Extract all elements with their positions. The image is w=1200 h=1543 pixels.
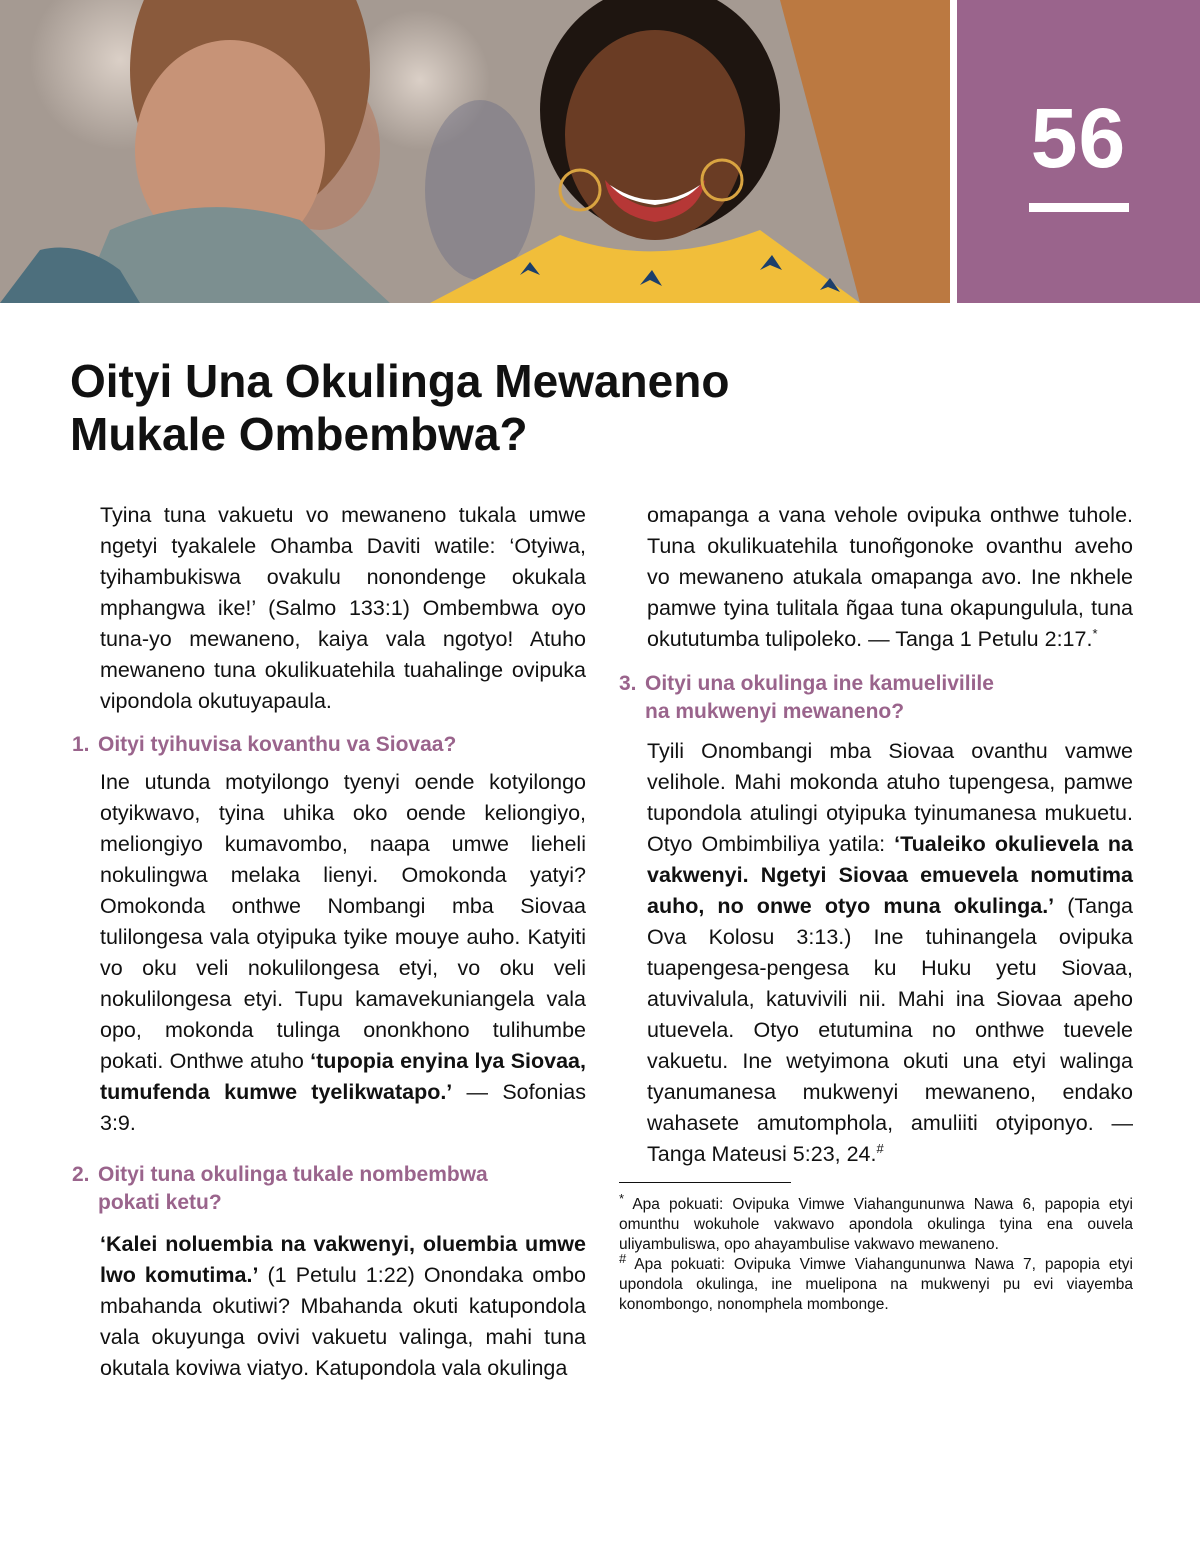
hero-photo — [0, 0, 950, 303]
smiling-woman-photo-icon — [0, 0, 950, 303]
section-2-quote: ‘Kalei noluembia na vakwenyi, oluembia umwe lwo komutima.’ — [100, 1232, 586, 1287]
section-1-quote: ‘tupopia enyina lya Siovaa, tumufenda kumwe tyelikwatapo.’ — [100, 1049, 586, 1104]
footnote-1 — [619, 1190, 1133, 1255]
footnote-2-mark: # — [619, 1250, 627, 1266]
section-3-paragraph — [619, 736, 1133, 1170]
footnote-ref-hash[interactable]: # — [876, 1140, 884, 1156]
question-2-number: 2. — [72, 1163, 90, 1186]
intro-paragraph: Tyina tuna vakuetu vo mewaneno tukala umwe ngetyi tyakalele Ohamba Daviti watile: ‘Otyiwa, tyihambukiswa ovakulu nonondenge okukala mphangwa ike!’ (Salmo 133:1) Ombembwa oyo tuna-yo mewaneno, kaiya vala ngotyo! Atuho mewaneno tuna okulikuatehila tuahalinge ovipuka vipondola okutuyapaula. — [100, 503, 586, 713]
section-1-text-b: — Sofonias 3:9. — [100, 1080, 586, 1135]
question-2-line-1: Oityi tuna okulinga tukale nombembwa — [98, 1163, 488, 1186]
chapter-number: 56 — [1030, 91, 1127, 185]
chapter-underline — [1029, 203, 1129, 212]
question-3-number: 3. — [619, 672, 637, 695]
question-3-line-1: Oityi una okulinga ine kamuelivilile — [645, 672, 994, 695]
footnote-2 — [619, 1250, 1133, 1315]
footnote-divider — [619, 1182, 791, 1183]
footnote-1-text: Apa pokuati: Ovipuka Vimwe Viahangununwa Nawa 6, papopia etyi omunthu wokuhole vakwavo apondola okulinga tyina ena ouvela uliyambuliswa, opo ahayambulise vakwavo mewaneno. — [619, 1196, 1133, 1253]
section-1-text-a: Ine utunda motyilongo tyenyi oende kotyilongo otyikwavo, tyina uhika oko oende keliongiyo, meliongiyo kumavombo, naapa umwe lieheli nokulingwa melaka lienyi. Omokonda yatyi? Omokonda onthwe Nombangi mba Siovaa tulilongesa vala otyipuka tyike mouye auho. Katyiti vo oku veli nokulilongesa etyi, vo oku veli nokulilongesa etyi. Tupu kamavekuniangela vala opo, mokonda tulinga ononkhono tulihumbe pokati. Onthwe atuho — [100, 770, 586, 1073]
section-2-continuation — [647, 500, 1133, 655]
question-1-text: Oityi tyihuvisa kovanthu va Siovaa? — [98, 733, 457, 756]
question-2-line-2: pokati ketu? — [98, 1191, 222, 1214]
question-2-heading — [72, 1161, 586, 1217]
question-1-number: 1. — [72, 733, 90, 756]
footnote-1-mark: * — [619, 1190, 625, 1206]
footnote-ref-asterisk[interactable]: * — [1092, 625, 1098, 641]
chapter-badge — [957, 0, 1200, 303]
section-3-text-b: (Tanga Ova Kolosu 3:13.) Ine tuhinangela ovipuka tuapengesa-pengesa ku Huku yetu Siovaa, atuvivalula, katuvivili nii. Mahi ina Siovaa apeho utuevela. Otyo etutumina no onthwe tuevele vakuetu. Ine wetyimona okuti una etyi walinga tyanumanesa mukwenyi mewaneno, endako wahasete amutomphola, amuliiti otyiponyo. — Tanga Mateusi 5:23, 24. — [647, 894, 1133, 1166]
section-3-quote: ‘Tualeiko okulievela na vakwenyi. Ngetyi Siovaa emuevela nomutima auho, no onwe otyo muna okulinga.’ — [647, 832, 1133, 918]
question-3-line-2: na mukwenyi mewaneno? — [645, 700, 905, 723]
left-column — [72, 500, 586, 1384]
footnote-2-text: Apa pokuati: Ovipuka Vimwe Viahangununwa Nawa 7, papopia etyi upondola okulinga, ine muelipona na mukwenyi pu evi viayemba konombongo, nonomphela mombonge. — [619, 1256, 1133, 1313]
question-1-heading — [72, 731, 586, 759]
page-title — [70, 355, 890, 461]
question-3-heading — [619, 670, 1133, 726]
section-3-text-a: Tyili Onombangi mba Siovaa ovanthu vamwe velihole. Mahi mokonda atuho tupengesa, pamwe tupondola atulingi otyipuka tyinumanesa mukuetu. Otyo Ombimbiliya yatila: — [647, 739, 1133, 856]
section-1-paragraph — [72, 767, 586, 1139]
section-2-paragraph — [72, 1229, 586, 1384]
title-line-2: Mukale Ombembwa? — [70, 408, 528, 460]
section-2-text: (1 Petulu 1:22) Onondaka ombo mbahanda okutiwi? Mbahanda okuti katupondola vala okuyunga ovivi vakuetu valinga, mahi tuna okutala koviwa viatyo. Katupondola vala okulinga — [100, 1263, 586, 1380]
section-2-continuation-text: omapanga a vana vehole ovipuka onthwe tuhole. Tuna okulikuatehila tunoñgonoke ovanthu aveho vo mewaneno atukala omapanga avo. Ine nkhele pamwe tyina tulitala ñgaa tuna okapungulula, tuna okututumba tulipoleko. — Tanga 1 Petulu 2:17.* — [647, 503, 1133, 651]
title-line-1: Oityi Una Okulinga Mewaneno — [70, 355, 730, 407]
